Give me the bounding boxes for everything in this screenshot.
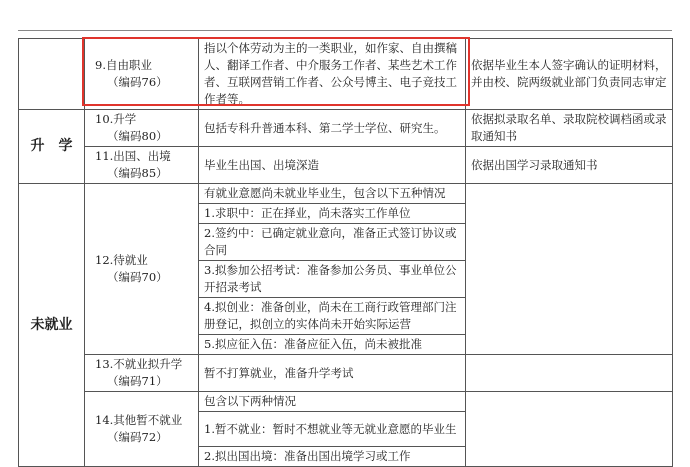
code-number: （编码76） [107, 75, 168, 89]
other-header: 包含以下两种情况 [199, 392, 466, 412]
code-cell-further-study [85, 110, 199, 147]
code-cell-pending [85, 184, 199, 355]
category-unemployed: 未就业 [19, 184, 85, 467]
basis-cell-pending [466, 184, 673, 355]
table-row-other-header [19, 392, 673, 412]
table-row-no-job-study [19, 355, 673, 392]
code-number: （编码85） [107, 166, 168, 180]
description-cell-further-study: 包括专科升普通本科、第二学士学位、研究生。 [199, 110, 466, 147]
code-name: 10.升学 [95, 112, 137, 126]
description-cell-no-job-study: 暂不打算就业，准备升学考试 [199, 355, 466, 392]
code-name: 14.其他暂不就业 [95, 413, 183, 427]
table-row-abroad [19, 147, 673, 184]
pending-item: 1.求职中：正在择业，尚未落实工作单位 [199, 204, 466, 224]
code-number: （编码80） [107, 129, 168, 143]
code-name: 13.不就业拟升学 [95, 357, 183, 371]
category-further-study: 升 学 [19, 110, 85, 184]
pending-header: 有就业意愿尚未就业毕业生，包含以下五种情况 [199, 184, 466, 204]
code-number: （编码72） [107, 430, 168, 444]
code-cell-other [85, 392, 199, 467]
pending-item: 2.签约中：已确定就业意向，准备正式签订协议或合同 [199, 224, 466, 261]
category-cell-empty [19, 39, 85, 110]
code-number: （编码71） [107, 374, 168, 388]
code-name: 12.待就业 [95, 253, 148, 267]
other-item: 2.拟出国出境：准备出国出境学习或工作 [199, 447, 466, 467]
code-cell-no-job-study [85, 355, 199, 392]
table-top-rule [18, 30, 672, 31]
basis-cell-abroad: 依据出国学习录取通知书 [466, 147, 673, 184]
pending-item: 5.拟应征入伍：准备应征入伍，尚未被批准 [199, 335, 466, 355]
code-name: 11.出国、出境 [95, 149, 171, 163]
description-cell-freelance: 指以个体劳动为主的一类职业，如作家、自由撰稿人、翻译工作者、中介服务工作者、某些艺术工作者、互联网营销工作者、公众号博主、电子竞技工作者等。 [199, 39, 466, 110]
basis-cell-freelance: 依据毕业生本人签字确认的证明材料，并由校、院两级就业部门负责同志审定 [466, 39, 673, 110]
pending-item: 3.拟参加公招考试：准备参加公务员、事业单位公开招录考试 [199, 261, 466, 298]
code-name: 9.自由职业 [95, 58, 152, 72]
code-number: （编码70） [107, 270, 168, 284]
table-row-pending-header [19, 184, 673, 204]
basis-cell-no-job-study [466, 355, 673, 392]
code-cell-abroad [85, 147, 199, 184]
table-row-freelance [19, 39, 673, 110]
description-cell-abroad: 毕业生出国、出境深造 [199, 147, 466, 184]
pending-item: 4.拟创业：准备创业，尚未在工商行政管理部门注册登记，拟创立的实体尚未开始实际运营 [199, 298, 466, 335]
table-row-further-study [19, 110, 673, 147]
basis-cell-other [466, 392, 673, 467]
basis-cell-further-study: 依据拟录取名单、录取院校调档函或录取通知书 [466, 110, 673, 147]
employment-status-table [18, 38, 673, 467]
code-cell-freelance [85, 39, 199, 110]
other-item: 1.暂不就业：暂时不想就业等无就业意愿的毕业生 [199, 412, 466, 447]
